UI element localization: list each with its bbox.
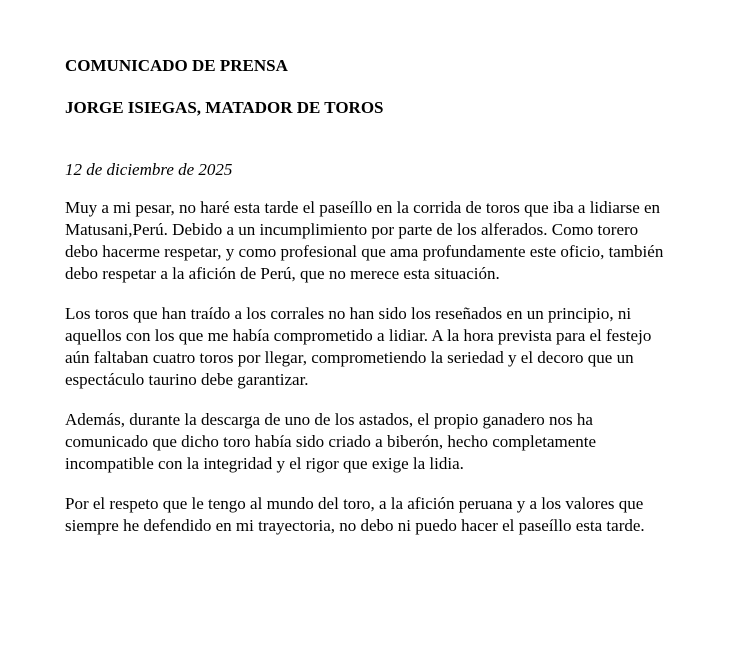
- press-release: [65, 56, 735, 537]
- paragraph-line: Además, durante la descarga de uno de los astados, el propio ganadero nos ha: [65, 410, 593, 429]
- heading: COMUNICADO DE PRENSA: [65, 56, 288, 75]
- paragraph-line: Los toros que han traído a los corrales no han sido los reseñados en un principio, ni: [65, 304, 632, 323]
- paragraph-line: siempre he defendido en mi trayectoria, no debo ni puedo hacer el paseíllo esta tarde.: [65, 516, 645, 535]
- paragraph: [65, 409, 735, 475]
- date: 12 de diciembre de 2025: [65, 160, 233, 179]
- subheading: JORGE ISIEGAS, MATADOR DE TOROS: [65, 98, 384, 117]
- paragraph: [65, 303, 735, 391]
- paragraph: [65, 197, 735, 285]
- paragraph-line: Por el respeto que le tengo al mundo del toro, a la afición peruana y a los valores que: [65, 494, 644, 513]
- paragraph-line: Muy a mi pesar, no haré esta tarde el paseíllo en la corrida de toros que iba a lidiarse en: [65, 198, 661, 217]
- paragraph-line: espectáculo taurino debe garantizar.: [65, 370, 309, 389]
- body-text: [65, 197, 735, 537]
- paragraph-line: incompatible con la integridad y el rigor que exige la lidia.: [65, 454, 464, 473]
- paragraph-line: debo respetar a la afición de Perú, que no merece esta situación.: [65, 264, 500, 283]
- paragraph-line: Matusani,Perú. Debido a un incumplimiento por parte de los alferados. Como torero: [65, 220, 639, 239]
- paragraph-line: debo hacerme respetar, y como profesional que ama profundamente este oficio, también: [65, 242, 664, 261]
- paragraph-line: aquellos con los que me había comprometido a lidiar. A la hora prevista para el festejo: [65, 326, 652, 345]
- paragraph-line: comunicado que dicho toro había sido criado a biberón, hecho completamente: [65, 432, 597, 451]
- paragraph: [65, 493, 735, 537]
- paragraph-line: aún faltaban cuatro toros por llegar, comprometiendo la seriedad y el decoro que un: [65, 348, 634, 367]
